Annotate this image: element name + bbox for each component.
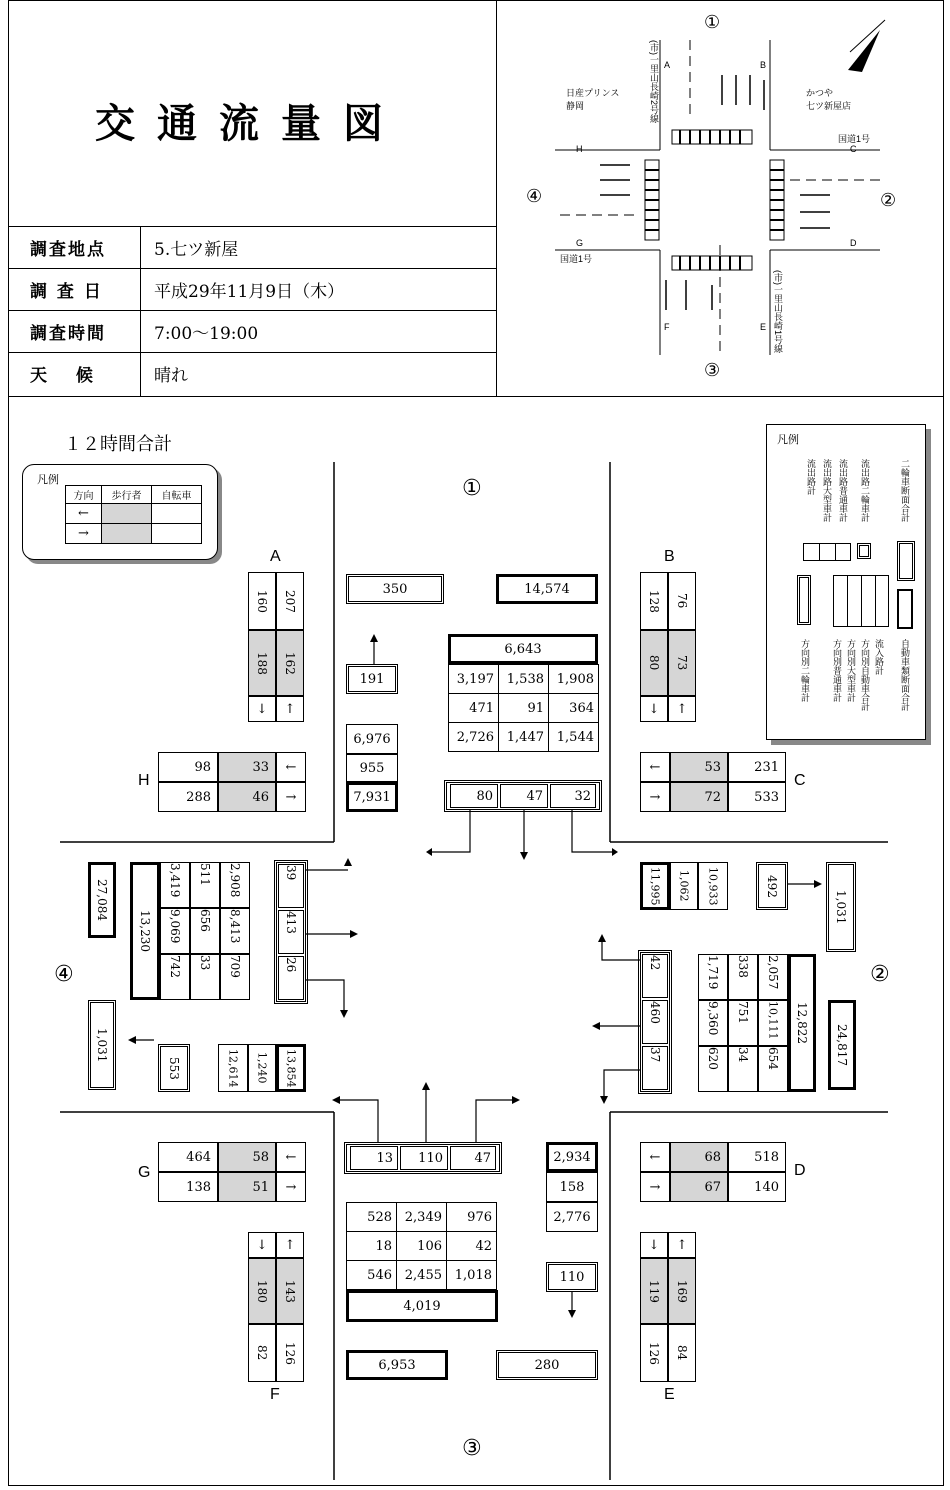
north-outflow-cell: 955 [346, 754, 398, 782]
legend-dir: ← [66, 504, 102, 524]
info-label: 調 査 日 [30, 282, 103, 302]
bike-count-a: 188 [248, 630, 276, 696]
landmark-katsuya: かつや 七ツ新屋店 [806, 88, 852, 111]
ped-count-b: 76 [668, 572, 696, 630]
map-cross-g: G [576, 238, 584, 248]
ped-count-a: 207 [276, 572, 304, 630]
flow-cell: 742 [160, 954, 190, 1000]
legend-head: 歩行者 [102, 486, 152, 504]
flow-cell: 2,455 [397, 1261, 447, 1290]
approach-label-east: ② [870, 962, 890, 987]
flow-cell: 2,349 [397, 1203, 447, 1232]
bike-count-e: 119 [640, 1258, 668, 1324]
south-outflow-two-wheel: 110 [546, 1262, 598, 1292]
left-arrow-icon: ← [276, 1142, 306, 1172]
south-outflow-cell: 158 [546, 1172, 598, 1202]
map-cross-b: B [760, 60, 767, 70]
legend-label: 流出路計 [806, 459, 816, 495]
north-inflow-total: 6,643 [448, 634, 598, 664]
ped-count-b: 128 [640, 572, 668, 630]
bike-count-c: 72 [670, 782, 728, 812]
right-arrow-icon: → [640, 1172, 670, 1202]
west-outflow-cell: 12,614 [218, 1044, 248, 1092]
ped-count-f: 82 [248, 1324, 276, 1382]
info-label: 天 候 [30, 366, 95, 386]
ped-count-g: 138 [158, 1172, 218, 1202]
legend-label: 流出路二輪車計 [860, 459, 870, 522]
north-outflow-two-wheel: 191 [346, 664, 398, 694]
west-inflow-total: 13,230 [130, 862, 160, 1000]
map-approach-4: ④ [526, 186, 543, 206]
west-outflow-cell: 13,854 [276, 1044, 306, 1092]
legend-label: 方向別二輪車計 [800, 639, 810, 702]
east-inflow-total: 12,822 [788, 954, 816, 1092]
east-outflow-two-wheel: 492 [756, 862, 788, 910]
map-cross-c: C [850, 144, 857, 154]
ped-count-g: 464 [158, 1142, 218, 1172]
bike-count-h: 33 [218, 752, 276, 782]
legend-label: 流入路計 [874, 639, 884, 675]
east-outflow-cell: 1,062 [670, 862, 698, 910]
up-arrow-icon: ↑ [276, 1232, 304, 1258]
south-section-total: 6,953 [346, 1350, 448, 1380]
ped-count-c: 231 [728, 752, 786, 782]
info-value: 5.七ツ新屋 [154, 240, 239, 260]
flow-cell: 1,447 [499, 723, 549, 752]
flow-cell: 18 [347, 1232, 397, 1261]
route-label-east: 国道1号 [838, 134, 871, 144]
north-outflow-cell: 6,976 [346, 724, 398, 754]
flow-cell: 528 [347, 1203, 397, 1232]
north-section-total: 14,574 [496, 574, 598, 604]
map-cross-d: D [850, 238, 857, 248]
north-outflow-cell: 7,931 [346, 782, 398, 812]
west-outflow-two-wheel: 553 [158, 1044, 190, 1092]
dir-two-wheel-cell: 39 [278, 864, 304, 908]
flow-cell: 976 [447, 1203, 497, 1232]
bike-count-d: 68 [670, 1142, 728, 1172]
flow-cell: 3,419 [160, 862, 190, 908]
down-arrow-icon: ↓ [640, 696, 668, 722]
map-cross-f: F [664, 322, 670, 332]
west-outflow-cell: 1,240 [248, 1044, 276, 1092]
flow-cell: 106 [397, 1232, 447, 1261]
ped-count-c: 533 [728, 782, 786, 812]
flow-cell: 1,908 [549, 665, 599, 694]
ped-count-e: 126 [640, 1324, 668, 1382]
road-south-label: (市)一里山長崎1号線 [773, 270, 783, 353]
flow-cell: 1,538 [499, 665, 549, 694]
south-outflow-cell: 2,776 [546, 1202, 598, 1232]
page-title: 交通流量図 [95, 101, 405, 147]
dir-two-wheel-cell: 32 [550, 784, 596, 808]
route-label-west: 国道1号 [560, 254, 593, 264]
ped-count-h: 98 [158, 752, 218, 782]
landmark-nissan: 日産プリンス 静岡 [566, 88, 620, 111]
north-two-wheel-section: 350 [346, 574, 444, 604]
west-two-wheel-section: 1,031 [88, 1000, 116, 1090]
flow-cell: 751 [728, 1000, 758, 1046]
bike-count-b: 73 [668, 630, 696, 696]
bike-count-g: 58 [218, 1142, 276, 1172]
flow-cell: 511 [190, 862, 220, 908]
down-arrow-icon: ↓ [248, 1232, 276, 1258]
south-outflow-cell: 2,934 [546, 1142, 598, 1172]
west-section-total: 27,084 [88, 862, 116, 938]
ped-count-h: 288 [158, 782, 218, 812]
bike-count-a: 162 [276, 630, 304, 696]
up-arrow-icon: ↑ [668, 696, 696, 722]
east-two-wheel-section: 1,031 [826, 862, 856, 952]
info-value: 晴れ [154, 366, 188, 386]
flow-cell: 546 [347, 1261, 397, 1290]
map-cross-h: H [576, 144, 583, 154]
road-north-label: (市)一里山長崎2号線 [649, 40, 659, 123]
flow-cell: 34 [728, 1046, 758, 1092]
crosswalk-label-d: D [794, 1162, 806, 1179]
flow-cell: 338 [728, 954, 758, 1000]
flow-cell: 620 [698, 1046, 728, 1092]
flow-cell: 1,544 [549, 723, 599, 752]
up-arrow-icon: ↑ [276, 696, 304, 722]
flow-cell: 9,069 [160, 908, 190, 954]
bike-count-b: 80 [640, 630, 668, 696]
ped-count-e: 84 [668, 1324, 696, 1382]
info-label: 調査地点 [30, 240, 106, 260]
crosswalk-label-g: G [138, 1164, 151, 1181]
east-outflow-cell: 11,995 [640, 862, 670, 910]
flow-cell: 709 [220, 954, 250, 1000]
bike-count-h: 46 [218, 782, 276, 812]
legend-large-title: 凡例 [777, 434, 799, 446]
right-arrow-icon: → [276, 1172, 306, 1202]
legend-label: 方向別自動車合計 [860, 639, 870, 711]
legend-label: 方向別普通車計 [832, 639, 842, 702]
right-arrow-icon: → [276, 782, 306, 812]
approach-label-south: ③ [462, 1436, 482, 1461]
dir-two-wheel-cell: 42 [642, 954, 668, 998]
legend-label: 二輪車断面合計 [900, 459, 910, 522]
legend-label: 方向別大型車計 [846, 639, 856, 702]
flow-cell: 42 [447, 1232, 497, 1261]
legend-head: 方向 [66, 486, 102, 504]
ped-count-a: 160 [248, 572, 276, 630]
flow-cell: 10,111 [758, 1000, 788, 1046]
flow-cell: 2,726 [449, 723, 499, 752]
flow-cell: 8,413 [220, 908, 250, 954]
crosswalk-label-c: C [794, 772, 806, 789]
right-arrow-icon: → [640, 782, 670, 812]
east-outflow-cell: 10,933 [698, 862, 728, 910]
map-approach-2: ② [880, 190, 897, 210]
down-arrow-icon: ↓ [248, 696, 276, 722]
flow-cell: 654 [758, 1046, 788, 1092]
legend-label: 自動車類断面合計 [900, 639, 910, 711]
ped-count-f: 126 [276, 1324, 304, 1382]
flow-cell: 3,197 [449, 665, 499, 694]
bike-count-f: 143 [276, 1258, 304, 1324]
up-arrow-icon: ↑ [668, 1232, 696, 1258]
down-arrow-icon: ↓ [640, 1232, 668, 1258]
legend-label: 流出路大型車計 [822, 459, 832, 522]
dir-two-wheel-cell: 47 [450, 1146, 496, 1170]
legend-head: 自転車 [152, 486, 202, 504]
map-cross-e: E [760, 322, 767, 332]
dir-two-wheel-cell: 47 [500, 784, 548, 808]
crosswalk-label-f: F [270, 1386, 280, 1403]
south-inflow-total: 4,019 [346, 1290, 498, 1322]
dir-two-wheel-cell: 110 [400, 1146, 448, 1170]
flow-cell: 2,908 [220, 862, 250, 908]
north-flow-grid [448, 664, 599, 752]
flow-cell: 471 [449, 694, 499, 723]
section-title: １２時間合計 [64, 434, 172, 455]
info-label: 調査時間 [30, 324, 106, 344]
flow-cell: 364 [549, 694, 599, 723]
dir-two-wheel-cell: 37 [642, 1046, 668, 1090]
legend-dir: → [66, 524, 102, 544]
map-approach-1: ① [704, 12, 721, 32]
bike-count-c: 53 [670, 752, 728, 782]
dir-two-wheel-cell: 413 [278, 910, 304, 954]
flow-cell: 2,057 [758, 954, 788, 1000]
flow-cell: 33 [190, 954, 220, 1000]
flow-cell: 9,360 [698, 1000, 728, 1046]
dir-two-wheel-cell: 80 [450, 784, 498, 808]
crosswalk-label-b: B [664, 548, 675, 565]
map-cross-a: A [664, 60, 671, 70]
flow-cell: 656 [190, 908, 220, 954]
flow-cell: 1,018 [447, 1261, 497, 1290]
info-value: 7:00〜19:00 [154, 324, 259, 344]
dir-two-wheel-cell: 26 [278, 956, 304, 1000]
bike-count-d: 67 [670, 1172, 728, 1202]
flow-cell: 91 [499, 694, 549, 723]
dir-two-wheel-cell: 13 [350, 1146, 398, 1170]
bike-count-g: 51 [218, 1172, 276, 1202]
flow-cell: 1,719 [698, 954, 728, 1000]
dir-two-wheel-cell: 460 [642, 1000, 668, 1044]
left-arrow-icon: ← [276, 752, 306, 782]
south-two-wheel-section: 280 [496, 1350, 598, 1380]
crosswalk-label-a: A [270, 548, 281, 565]
map-approach-3: ③ [704, 360, 721, 380]
south-flow-grid [346, 1202, 497, 1290]
ped-count-d: 518 [728, 1142, 786, 1172]
crosswalk-label-h: H [138, 772, 150, 789]
bike-count-f: 180 [248, 1258, 276, 1324]
east-section-total: 24,817 [828, 1000, 856, 1090]
approach-label-west: ④ [54, 962, 74, 987]
legend-small-title: 凡例 [37, 474, 59, 486]
bike-count-e: 169 [668, 1258, 696, 1324]
approach-label-north: ① [462, 476, 482, 501]
left-arrow-icon: ← [640, 1142, 670, 1172]
left-arrow-icon: ← [640, 752, 670, 782]
info-value: 平成29年11月9日（木） [154, 282, 345, 302]
ped-count-d: 140 [728, 1172, 786, 1202]
crosswalk-label-e: E [664, 1386, 675, 1403]
legend-label: 流出路普通車計 [838, 459, 848, 522]
